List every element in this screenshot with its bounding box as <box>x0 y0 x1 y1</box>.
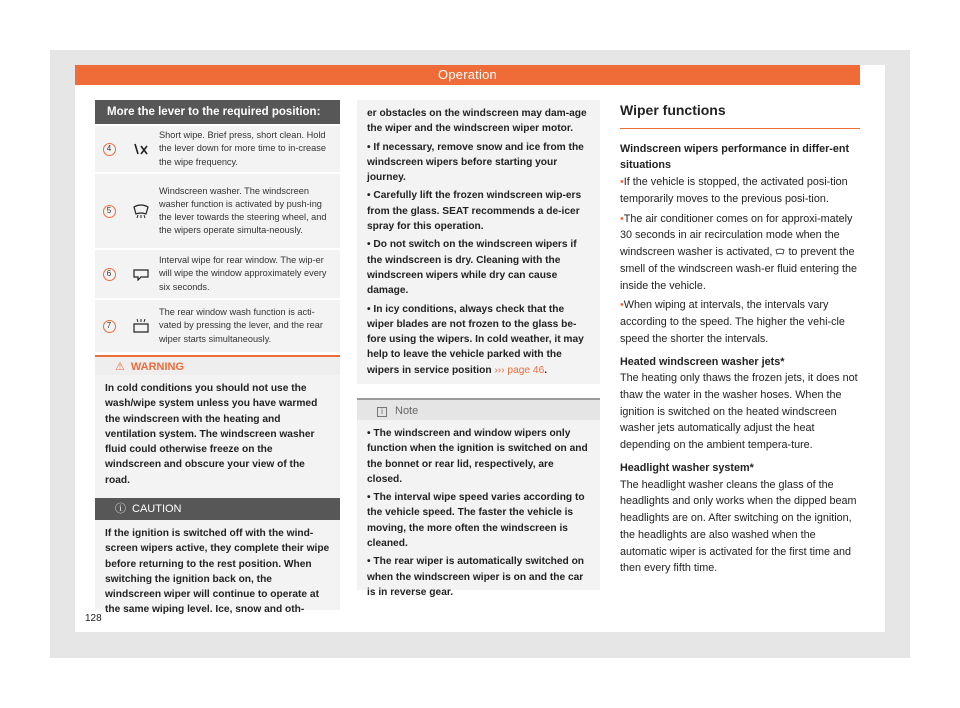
callout-number: 6 <box>103 268 116 281</box>
function-bullet: • If the vehicle is stopped, the activated posi-tion temporarily moves to the previous posi-tion. <box>620 174 860 207</box>
caution-body: If the ignition is switched off with the wind-screen wipers active, they complete their wipe before returning to the rest position. When switching the ignition back on, the windscreen wiper will continue to operate at the same wiping level. Ice, snow and oth- <box>105 528 330 616</box>
lever-row-text: The rear window wash function is acti-vated by pressing the lever, and the rear wiper starts simultaneously. <box>159 307 323 344</box>
caution-circle-icon: ⓘ <box>115 503 126 515</box>
warning-box <box>95 355 340 498</box>
warning-triangle-icon: ⚠ <box>115 361 125 373</box>
caution-continued-text: er obstacles on the windscreen may dam-age the wiper and the windscreen wiper motor. <box>367 108 587 135</box>
windscreen-washer-icon <box>123 203 159 219</box>
section-title: Wiper functions <box>620 100 860 129</box>
caution-bullet: • Do not switch on the windscreen wipers if the windscreen is dry. Cleaning with the windscreen wipers while dry can cause damage. <box>367 237 590 298</box>
lever-row-text: Interval wipe for rear window. The wip-er will wipe the window approximately every six seconds. <box>159 255 327 292</box>
single-wipe-icon <box>123 142 159 156</box>
lever-row-text: Short wipe. Brief press, short clean. Hold the lever down for more time to in-crease the wipe frequency. <box>159 130 326 167</box>
subsection-title: Headlight washer system* <box>620 461 754 474</box>
rear-washer-icon <box>123 318 159 334</box>
note-bullet: • The windscreen and window wipers only function when the ignition is switched on and the bonnet or rear lid, respectively, are closed. <box>367 426 590 487</box>
caution-title: CAUTION <box>132 503 182 515</box>
subsection-title: Heated windscreen washer jets* <box>620 355 785 368</box>
caution-bullet: • If necessary, remove snow and ice from the windscreen wipers before starting your journey. <box>367 140 590 186</box>
caution-continued: er obstacles on the windscreen may dam-age the wiper and the windscreen wiper motor. • If necessary, remove snow and ice from the windscreen wipers before starting your journey. • Carefully lift the frozen windscreen wip-ers from the glass. SEAT recommends a de-icer spray for this operation. • Do not switch on the windscreen wipers if the windscreen is dry. Cleaning with the windscreen wipers while dry can cause damage. • In icy conditions, always check that the wiper blades are not frozen to the glass be-fore using the wipers. In cold weather, it may help to leave the vehicle parked with the wipers in service position ››› page 46. <box>357 100 600 384</box>
note-title: Note <box>395 405 419 417</box>
note-bullet: • The rear wiper is automatically switched on when the windscreen wiper is on and the car is in reverse gear. <box>367 554 590 600</box>
callout-number: 4 <box>103 143 116 156</box>
function-bullet: • When wiping at intervals, the intervals vary according to the speed. The higher the vehi-cle speed the shorter the intervals. <box>620 297 860 347</box>
lever-row-text: Windscreen washer. The windscreen washer function is activated by push-ing the lever towards the steering wheel, and the wipers operate simulta-neously. <box>159 185 327 236</box>
note-box <box>357 398 600 598</box>
callout-number: 5 <box>103 205 116 218</box>
warning-title: WARNING <box>130 361 185 373</box>
function-bullet-cont: to prevent the smell of the windscreen wash-er fluid entering the inside the vehicle. <box>620 246 858 292</box>
subsection-title: Windscreen wipers performance in differ-ent situations <box>620 142 850 172</box>
note-bullet: • The interval wipe speed varies according to the vehicle speed. The faster the vehicle is moving, the more often the windscreen is cleaned. <box>367 490 590 551</box>
lever-table <box>95 100 340 352</box>
caution-bullet: In icy conditions, always check that the wiper blades are not frozen to the glass be-fore using the wipers. In cold weather, it may help to leave the vehicle parked with the wipers in service position <box>367 303 584 376</box>
rear-wiper-icon <box>123 267 159 281</box>
caution-box <box>95 498 340 616</box>
paragraph: The headlight washer cleans the glass of the headlights and only works when the dipped beam headlights are on. After switching on the ignition, the headlights are also washed when the automatic wiper is activated for the first time and then every fifth time. <box>620 478 857 575</box>
lever-row <box>95 124 340 172</box>
function-bullet: The air conditioner comes on for approxi-mately 30 seconds in air recirculation mode when the windscreen washer is activated, <box>620 212 853 259</box>
paragraph: The heating only thaws the frozen jets, it does not thaw the water in the washer hoses. When the ignition is switched on the heated windscreen washer jets automatically adjust the heat depending on the ambient tempera-ture. <box>620 372 858 452</box>
warning-body: In cold conditions you should not use the wash/wipe system unless you have warmed the windscreen with the heating and ventilation system. The windscreen washer fluid could otherwise freeze on the windscreen and obscure your view of the road. <box>105 383 318 486</box>
lever-row <box>95 298 340 352</box>
callout-number: 7 <box>103 320 116 333</box>
washer-icon <box>775 248 785 256</box>
lever-row <box>95 248 340 298</box>
wiper-functions-section <box>620 100 860 580</box>
lever-table-heading: More the lever to the required position: <box>95 100 340 124</box>
info-icon: i <box>377 407 387 417</box>
section-header: Operation <box>75 65 860 85</box>
caution-bullet: • Carefully lift the frozen windscreen wip-ers from the glass. SEAT recommends a de-icer spray for this operation. <box>367 188 590 234</box>
page-number: 128 <box>85 613 102 624</box>
lever-row <box>95 172 340 248</box>
page-link[interactable]: ››› page 46 <box>494 364 545 376</box>
